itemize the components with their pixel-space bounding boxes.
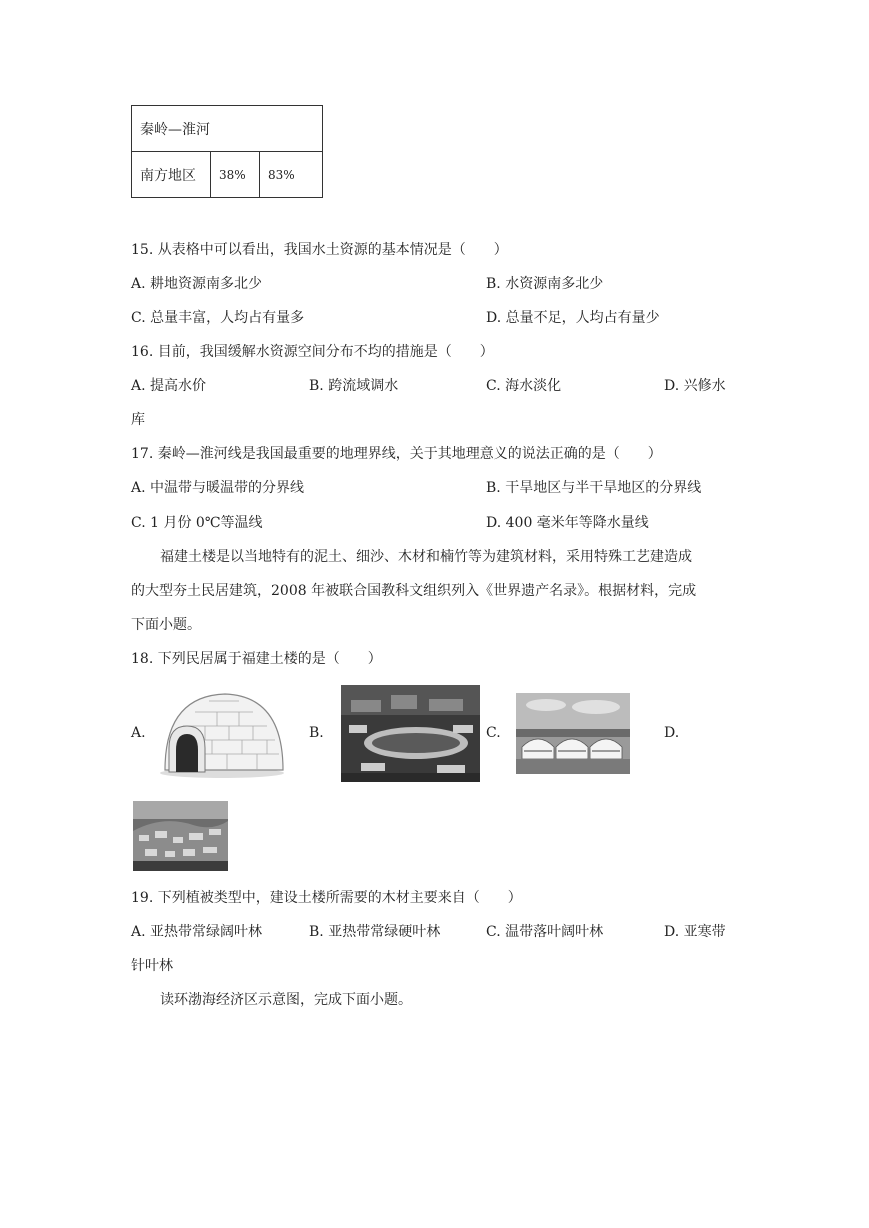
q19-option-c[interactable]: C. 温带落叶阔叶林 <box>486 924 604 940</box>
table-cell-region: 南方地区 <box>132 152 211 198</box>
q17-option-c[interactable]: C. 1 月份 0℃等温线 <box>131 515 263 531</box>
q16-option-d[interactable]: D. 兴修水 <box>664 378 726 394</box>
q18-option-a-label[interactable]: A. <box>131 725 146 741</box>
passage-line-1: 福建土楼是以当地特有的泥土、细沙、木材和楠竹等为建筑材料，采用特殊工艺建造成 <box>160 549 692 565</box>
q17-option-a[interactable]: A. 中温带与暖温带的分界线 <box>131 480 305 496</box>
passage-line-3: 下面小题。 <box>131 617 201 633</box>
q15-option-b[interactable]: B. 水资源南多北少 <box>486 276 604 292</box>
q19-stem: 19. 下列植被类型中，建设土楼所需要的木材主要来自（ ） <box>131 890 522 906</box>
yurt-image[interactable] <box>516 693 630 774</box>
q18-option-c-label[interactable]: C. <box>486 725 501 741</box>
q17-option-b[interactable]: B. 干旱地区与半干旱地区的分界线 <box>486 480 702 496</box>
q19-option-b[interactable]: B. 亚热带常绿硬叶林 <box>309 924 441 940</box>
q17-option-d[interactable]: D. 400 毫米年等降水量线 <box>486 515 649 531</box>
table-cell-value-2: 83% <box>260 152 323 198</box>
q19-option-d[interactable]: D. 亚寒带 <box>664 924 726 940</box>
passage-line-2: 的大型夯土民居建筑，2008 年被联合国教科文组织列入《世界遗产名录》。根据材料，完成 <box>131 583 697 599</box>
q15-option-a[interactable]: A. 耕地资源南多北少 <box>131 276 263 292</box>
table-cell-value-1: 38% <box>211 152 260 198</box>
q15-stem: 15. 从表格中可以看出，我国水土资源的基本情况是（ ） <box>131 242 508 258</box>
stilt-house-village-image[interactable] <box>341 685 480 782</box>
q16-stem: 16. 目前，我国缓解水资源空间分布不均的措施是（ ） <box>131 344 494 360</box>
q16-option-a[interactable]: A. 提高水价 <box>131 378 207 394</box>
q19-option-d-continued: 针叶林 <box>131 958 173 974</box>
q16-option-b[interactable]: B. 跨流域调水 <box>309 378 399 394</box>
q18-stem: 18. 下列民居属于福建土楼的是（ ） <box>131 651 382 667</box>
q16-option-d-continued: 库 <box>131 412 145 428</box>
q15-option-d[interactable]: D. 总量不足，人均占有量少 <box>486 310 660 326</box>
next-section-intro: 读环渤海经济区示意图，完成下面小题。 <box>160 992 412 1008</box>
q15-option-c[interactable]: C. 总量丰富，人均占有量多 <box>131 310 305 326</box>
data-table <box>131 105 323 198</box>
q16-option-c[interactable]: C. 海水淡化 <box>486 378 562 394</box>
hillside-village-image[interactable] <box>133 801 228 871</box>
igloo-image[interactable] <box>157 688 287 778</box>
q18-option-b-label[interactable]: B. <box>309 725 324 741</box>
q17-stem: 17. 秦岭—淮河线是我国最重要的地理界线，关于其地理意义的说法正确的是（ ） <box>131 446 662 462</box>
q18-option-d-label[interactable]: D. <box>664 725 680 741</box>
q19-option-a[interactable]: A. 亚热带常绿阔叶林 <box>131 924 263 940</box>
table-header: 秦岭—淮河 <box>132 106 323 152</box>
